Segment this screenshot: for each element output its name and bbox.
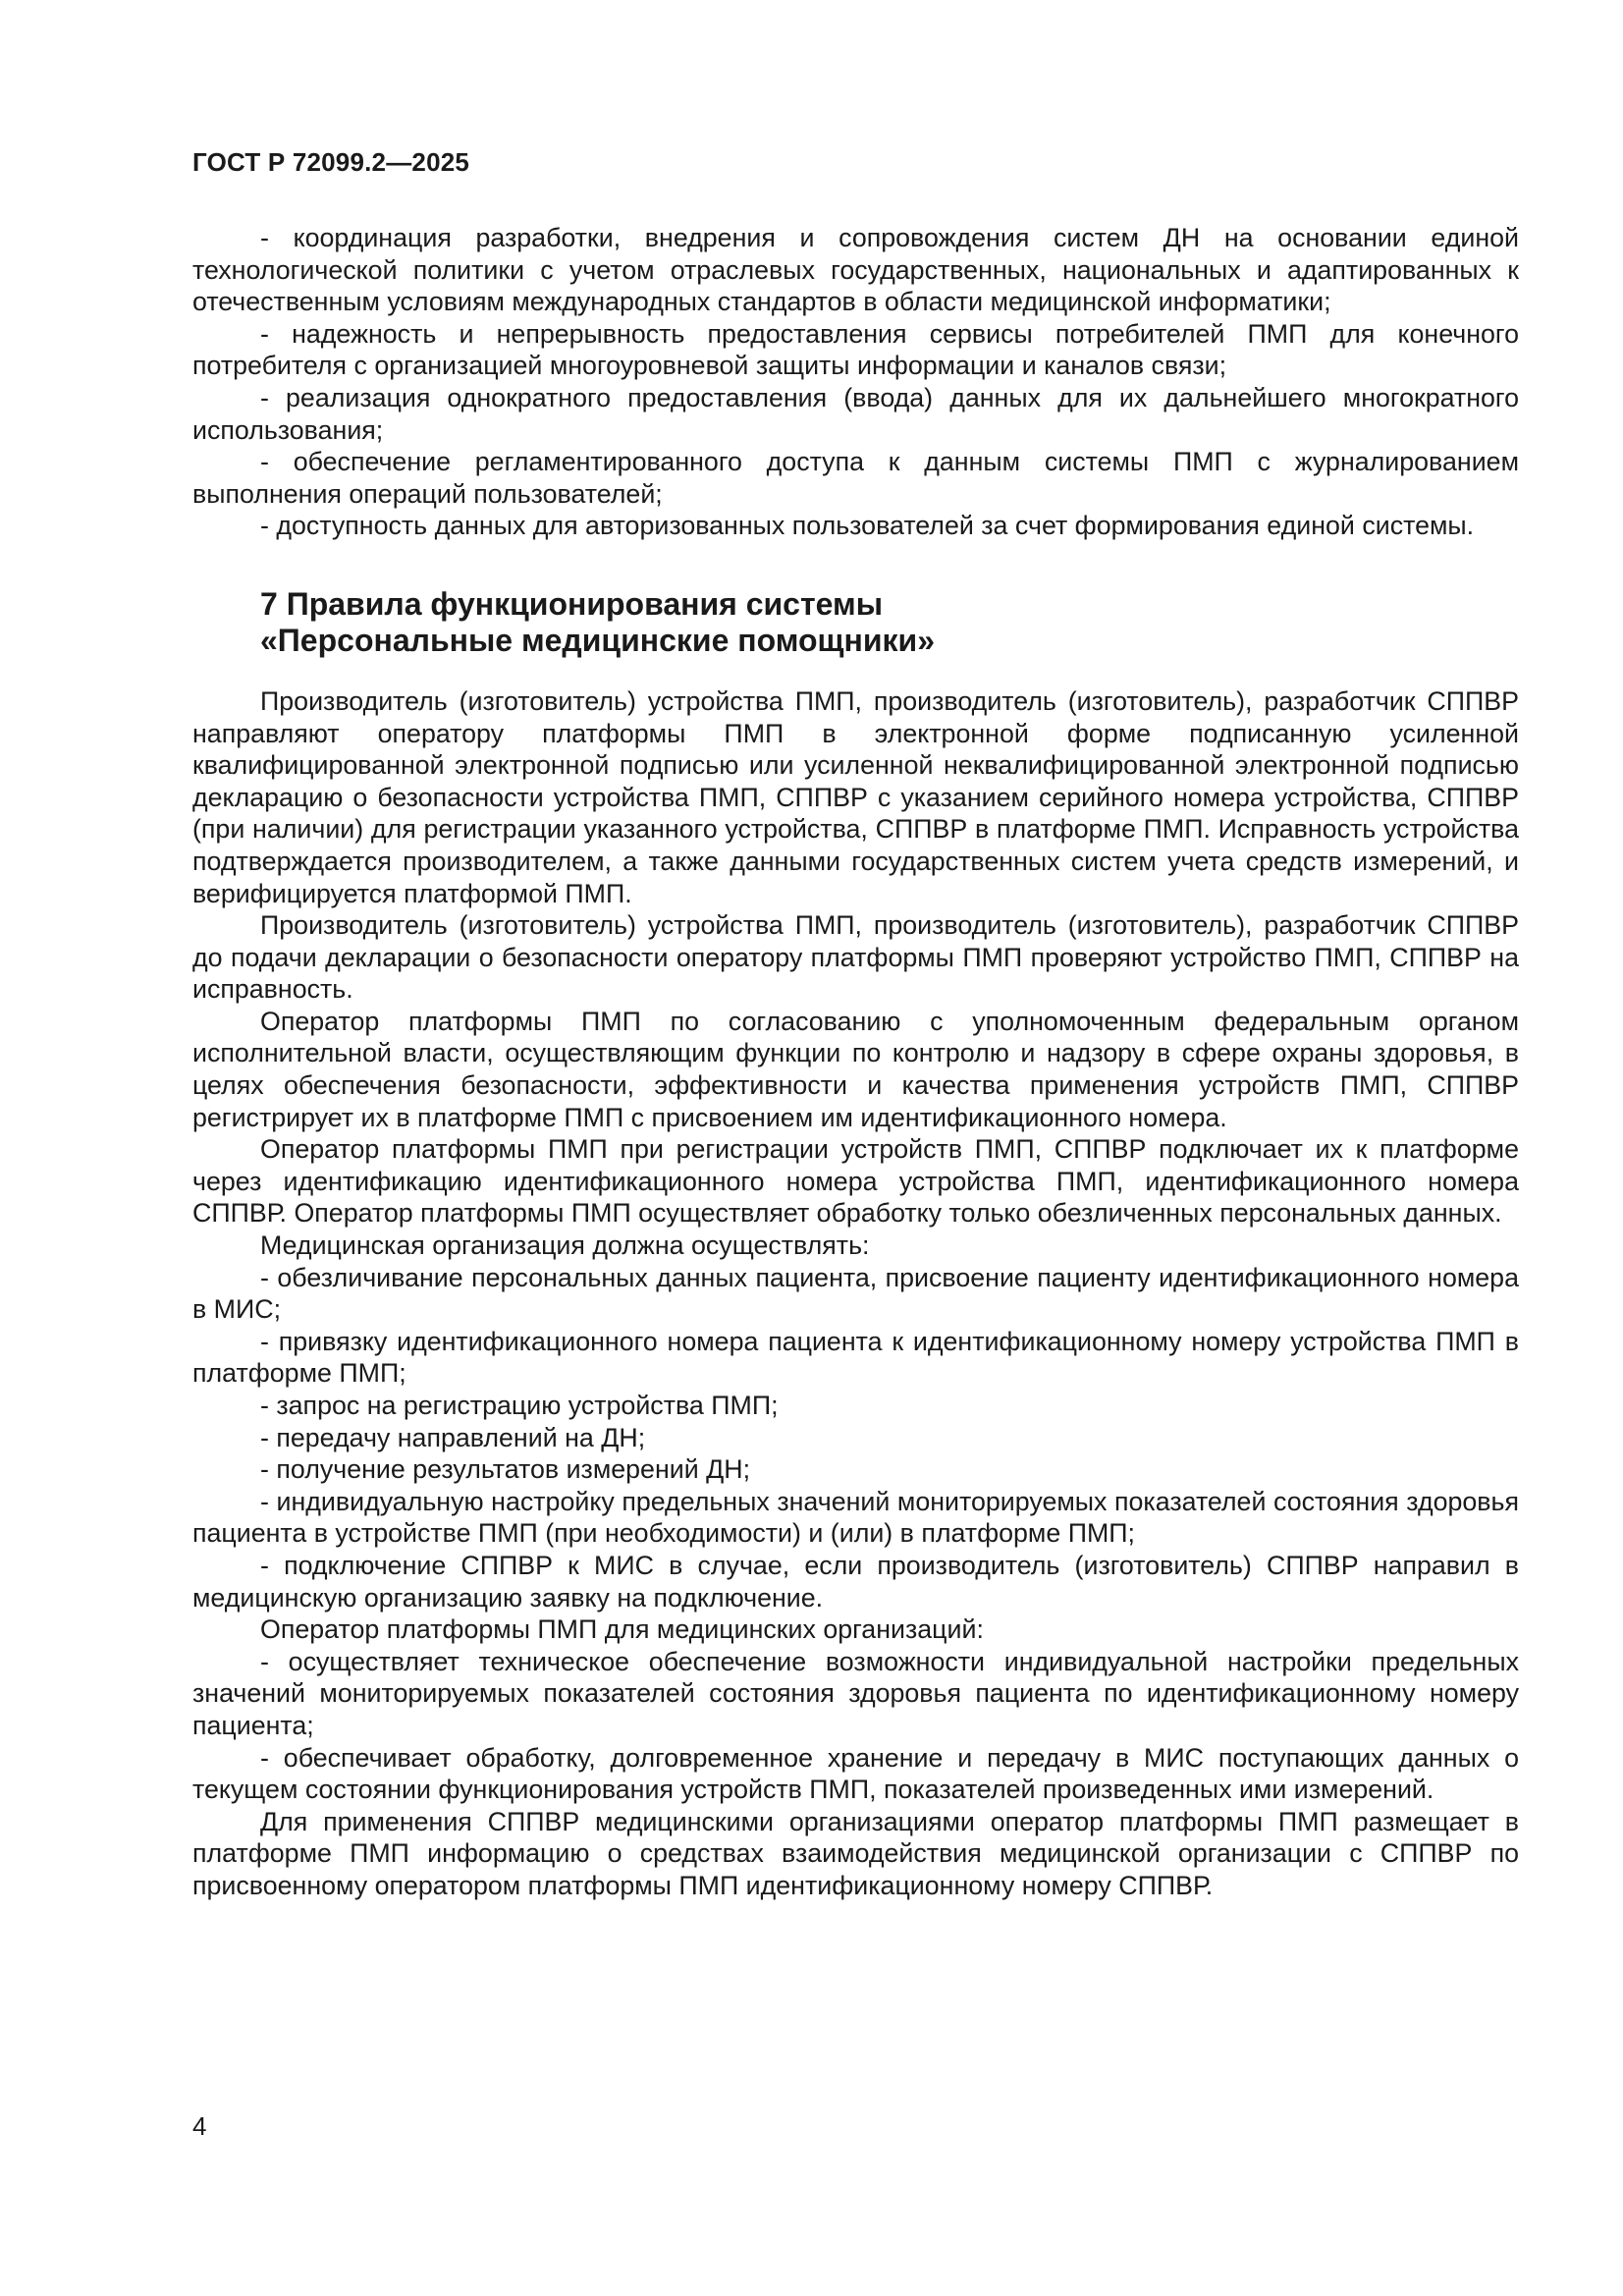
body-paragraph: Производитель (изготовитель) устройства ПМП, производитель (изготовитель), разработчик СППВР до подачи декларации о безопасности оператору платформы ПМП проверяют устройство ПМП, СППВР на исправность. [192, 910, 1519, 1005]
body-paragraph: Медицинская организация должна осуществлять: [260, 1230, 870, 1261]
section-heading-line-1: 7 Правила функционирования системы [260, 585, 884, 622]
body-paragraph: Оператор платформы ПМП при регистрации устройств ПМП, СППВР подключает их к платформе через идентификацию идентификационного номера устройства ПМП, идентификационного номера СППВР. Оператор платформы ПМП осуществляет обработку только обезличенных персональных данных. [192, 1134, 1519, 1229]
document-body [192, 222, 1519, 1902]
list-item: - обезличивание персональных данных пациента, присвоение пациенту идентификационного номера в МИС; [192, 1262, 1519, 1325]
intro-list-item: - доступность данных для авторизованных пользователей за счет формирования единой системы. [260, 511, 1475, 541]
body-paragraph: Оператор платформы ПМП по согласованию с уполномоченным федеральным органом исполнительной власти, осуществляющим функции по контролю и надзору в сфере охраны здоровья, в целях обеспечения безопасности, эффективности и качества применения устройств ПМП, СППВР регистрирует их в платформе ПМП с присвоением им идентификационного номера. [192, 1006, 1519, 1132]
section-heading-line-2: «Персональные медицинские помощники» [260, 622, 935, 658]
list-item: - индивидуальную настройку предельных значений мониторируемых показателей состояния здоровья пациента в устройстве ПМП (при необходимости) и (или) в платформе ПМП; [192, 1486, 1519, 1549]
intro-list-item: - координация разработки, внедрения и сопровождения систем ДН на основании единой технологической политики с учетом отраслевых государственных, национальных и адаптированных к отечественным условиям международных стандартов в области медицинской информатики; [192, 223, 1519, 317]
body-paragraph: Для применения СППВР медицинскими организациями оператор платформы ПМП размещает в платформе ПМП информацию о средствах взаимодействия медицинской организации с СППВР по присвоенному оператором платформы ПМП идентификационному номеру СППВР. [192, 1806, 1519, 1900]
list-item: - обеспечивает обработку, долговременное хранение и передачу в МИС поступающих данных о текущем состоянии функционирования устройств ПМП, показателей произведенных ими измерений. [192, 1742, 1519, 1805]
list-item: - запрос на регистрацию устройства ПМП; [260, 1391, 779, 1420]
body-paragraph: Производитель (изготовитель) устройства ПМП, производитель (изготовитель), разработчик СППВР направляют оператору платформы ПМП в электронной форме подписанную усиленной квалифицированной электронной подписью или усиленной неквалифицированной электронной подписью декларацию о безопасности устройства ПМП, СППВР с указанием серийного номера устройства, СППВР (при наличии) для регистрации указанного устройства, СППВР в платформе ПМП. Исправность устройства подтверждается производителем, а также данными государственных систем учета средств измерений, и верифицируется платформой ПМП. [192, 685, 1519, 908]
intro-list-item: - обеспечение регламентированного доступа к данным системы ПМП с журналированием выполнения операций пользователей; [192, 447, 1519, 509]
section-heading [260, 586, 1519, 659]
document-code-header: ГОСТ Р 72099.2—2025 [192, 147, 470, 177]
body-paragraph: Оператор платформы ПМП для медицинских организаций: [260, 1614, 984, 1645]
list-item: - привязку идентификационного номера пациента к идентификационному номеру устройства ПМП в платформе ПМП; [192, 1326, 1519, 1389]
list-item: - передачу направлений на ДН; [260, 1422, 646, 1452]
list-item: - подключение СППВР к МИС в случае, если производитель (изготовитель) СППВР направил в медицинскую организацию заявку на подключение. [192, 1550, 1519, 1613]
page-number: 4 [192, 2111, 207, 2141]
list-item: - осуществляет техническое обеспечение возможности индивидуальной настройки предельных значений мониторируемых показателей состояния здоровья пациента по идентификационному номеру пациента; [192, 1646, 1519, 1740]
intro-list-item: - реализация однократного предоставления (ввода) данных для их дальнейшего многократного использования; [192, 382, 1519, 445]
list-item: - получение результатов измерений ДН; [260, 1454, 751, 1485]
intro-list-item: - надежность и непрерывность предоставления сервисы потребителей ПМП для конечного потребителя с организацией многоуровневой защиты информации и каналов связи; [192, 318, 1519, 381]
